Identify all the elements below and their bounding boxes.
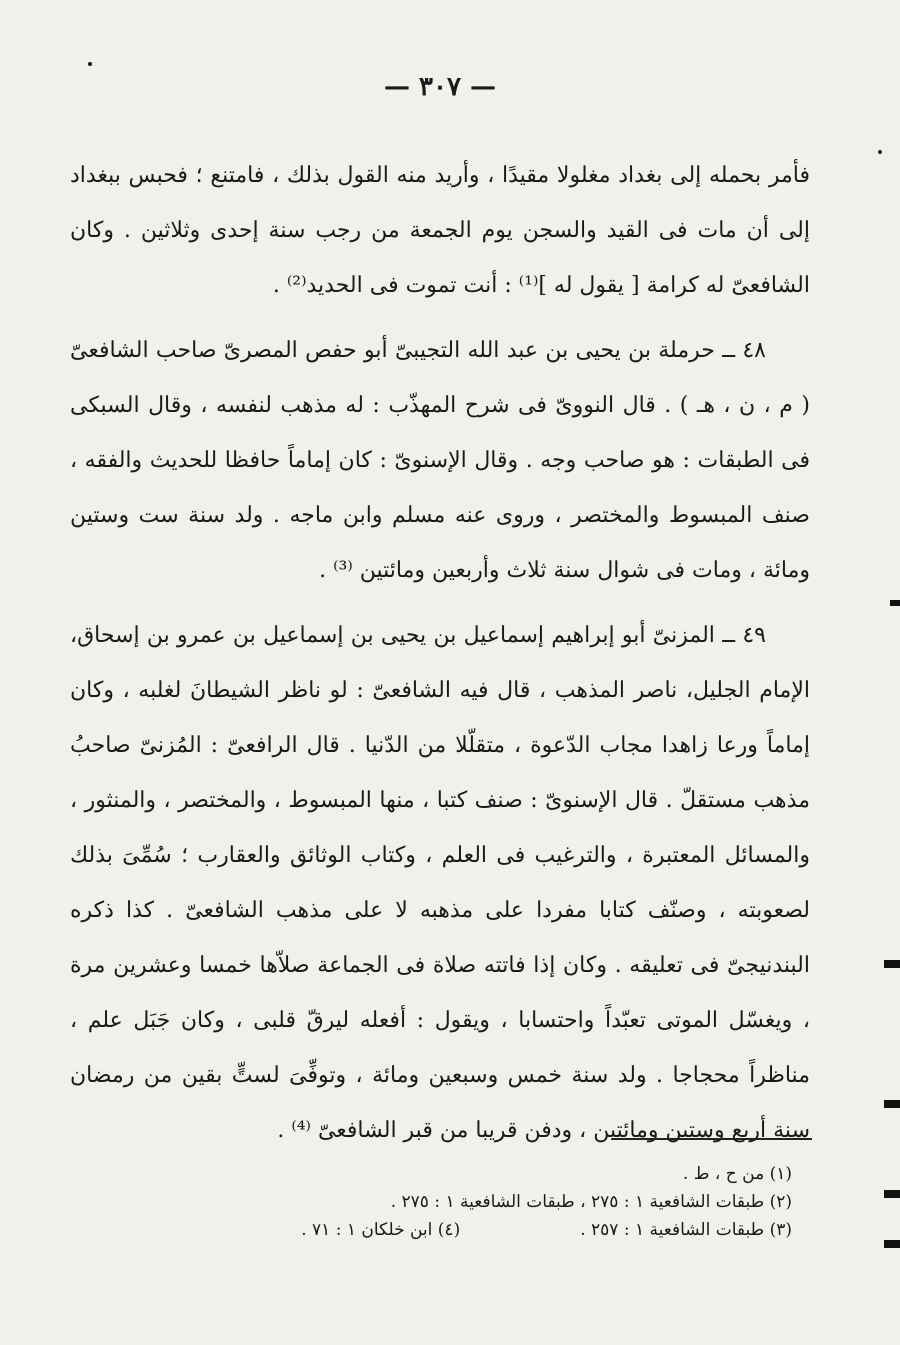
scan-edge-mark xyxy=(884,960,900,968)
scan-dust-speck xyxy=(878,150,882,154)
footnote-2: (٢) طبقات الشافعية ١ : ٢٧٥ ، طبقات الشافعية ١ : ٢٧٥ . xyxy=(390,1192,792,1212)
paragraph-entry-49-muzani: ٤٩ ــ المزنىّ أبو إبراهيم إسماعيل بن يحيى بن إسماعيل بن عمرو بن إسحاق، الإمام الجليل، ناصر المذهب ، قال فيه الشافعىّ : لو ناظر الشيطانَ لغلبه ، وكان إماماً ورعا زاهدا مجاب الدّعوة ، متقلّلا من الدّنيا . قال الرافعىّ : المُزنىّ صاحبُ مذهب مستقلّ . قال الإسنوىّ : صنف كتبا ، منها المبسوط ، والمختصر ، والمنثور ، والمسائل المعتبرة ، والترغيب فى العلم ، وكتاب الوثائق والعقارب ؛ سُمِّىَ بذلك لصعوبته ، وصنّف كتابا مفردا على مذهبه لا على مذهب الشافعىّ . كذا ذكره البندنيجىّ فى تعليقه . وكان إذا فاتته صلاة فى الجماعة صلاّها خمسا وعشرين مرة ، ويغسّل الموتى تعبّداً واحتسابا ، ويقول : أفعله ليرقّ قلبى ، وكان جَبَل علم ، مناظراً محجاجا . ولد سنة خمس وسبعين ومائة ، وتوفِّىَ لستٍّ بقين من رمضان سنة أربع وستين ومائتين ، ودفن قريبا من قبر الشافعىّ ⁽⁴⁾ . xyxy=(70,623,811,1143)
paragraph-continuation: فأمر بحمله إلى بغداد مغلولا مقيدًا ، وأريد منه القول بذلك ، فامتنع ؛ فحبس ببغداد إلى أن مات فى القيد والسجن يوم الجمعة من رجب سنة إحدى وثلاثين . وكان الشافعىّ له كرامة [ يقول له ]⁽¹⁾ : أنت تموت فى الحديد⁽²⁾ . xyxy=(70,163,810,298)
footnote-row-3-4 xyxy=(70,1216,792,1244)
main-text xyxy=(70,148,810,1168)
footnote-4: (٤) ابن خلكان ١ : ٧١ . xyxy=(301,1220,461,1240)
scan-edge-mark xyxy=(884,1100,900,1108)
scan-dust-speck xyxy=(88,62,92,66)
page-number: — ٣٠٧ — xyxy=(383,72,497,102)
footnote-1: (١) من ح ، ط . xyxy=(682,1164,792,1184)
paragraph-entry-48-harmala: ٤٨ ــ حرملة بن يحيى بن عبد الله التجيبىّ أبو حفص المصرىّ صاحب الشافعىّ ( م ، ن ، هـ ) . قال النووىّ فى شرح المهذّب : له مذهب لنفسه ، وقال السبكى فى الطبقات : هو صاحب وجه . وقال الإسنوىّ : كان إماماً حافظا للحديث والفقه ، صنف المبسوط والمختصر ، وروى عنه مسلم وابن ماجه . ولد سنة ست وستين ومائة ، ومات فى شوال سنة ثلاث وأربعين ومائتين ⁽³⁾ . xyxy=(70,338,810,583)
footnote-separator-rule xyxy=(612,1138,812,1140)
scan-edge-mark xyxy=(884,1190,900,1198)
scan-edge-mark xyxy=(884,1240,900,1248)
footnote-3: (٣) طبقات الشافعية ١ : ٢٥٧ . xyxy=(580,1220,792,1240)
scan-edge-mark xyxy=(890,600,900,606)
footnotes xyxy=(70,1160,792,1244)
